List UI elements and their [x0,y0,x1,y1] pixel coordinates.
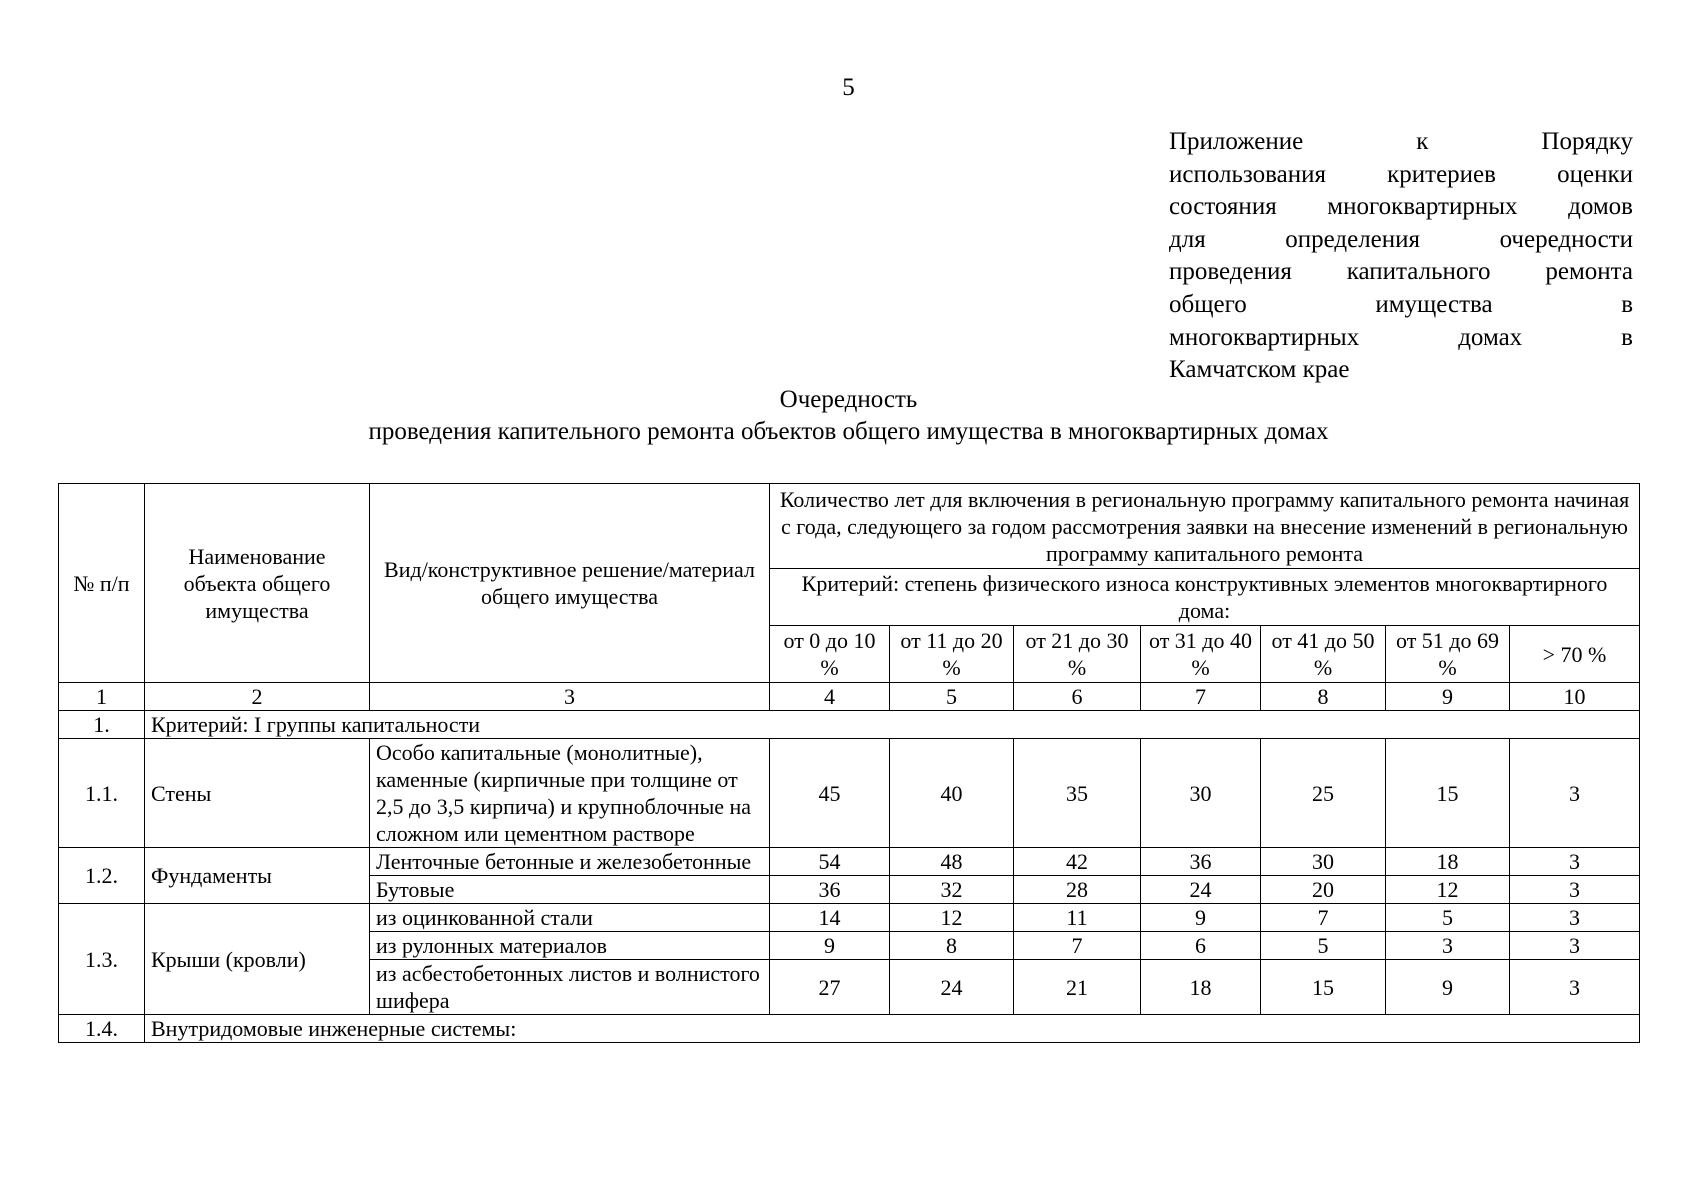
appendix-line: общего имущества в [1169,290,1633,318]
row-number: 1.1. [59,739,145,848]
value-cell: 30 [1261,848,1386,876]
header-criterion: Критерий: степень физического износа конструктивных элементов многоквартирного дома: [770,569,1640,626]
appendix-line: многоквартирных домах в [1169,323,1633,351]
column-number: 4 [770,683,890,711]
column-number: 8 [1261,683,1386,711]
value-cell: 9 [1386,960,1510,1015]
value-cell: 20 [1261,876,1386,904]
value-cell: 42 [1014,848,1141,876]
object-type: Ленточные бетонные и железобетонные [370,848,770,876]
value-cell: 3 [1510,876,1640,904]
header-type: Вид/конструктивное решение/материал общего имущества [370,484,770,683]
appendix-line: Приложение к Порядку [1169,128,1633,155]
appendix-line: проведения капитального ремонта [1169,258,1633,286]
object-type: из асбестобетонных листов и волнистого шифера [370,960,770,1015]
table-row-engineering [59,1015,1640,1043]
value-cell: 5 [1386,904,1510,932]
value-cell: 24 [1141,876,1261,904]
value-cell: 48 [890,848,1014,876]
column-number: 3 [370,683,770,711]
document-title [0,384,1697,448]
table-row-walls [59,739,1640,848]
row-number: 1. [59,711,145,739]
value-cell: 5 [1261,932,1386,960]
object-type: Бутовые [370,876,770,904]
object-name: Фундаменты [145,848,370,904]
appendix-line: использования критериев оценки [1169,160,1633,188]
appendix-line: состояния многоквартирных домов [1169,193,1633,221]
appendix-note [1169,126,1633,387]
table-row-foundations [59,848,1640,876]
header-object-name: Наименование объекта общего имущества [145,484,370,683]
value-cell: 27 [770,960,890,1015]
row-number: 1.4. [59,1015,145,1043]
title-line-1: Очередность [779,386,918,413]
value-cell: 9 [770,932,890,960]
appendix-line: Камчатском крае [1169,356,1350,384]
object-type: из рулонных материалов [370,932,770,960]
value-cell: 3 [1510,960,1640,1015]
value-cell: 35 [1014,739,1141,848]
header-pct: от 11 до 20 % [890,626,1014,683]
value-cell: 11 [1014,904,1141,932]
value-cell: 36 [770,876,890,904]
header-num: № п/п [59,484,145,683]
object-type: из оцинкованной стали [370,904,770,932]
row-number: 1.2. [59,848,145,904]
header-pct: от 51 до 69 % [1386,626,1510,683]
column-number: 9 [1386,683,1510,711]
header-years: Количество лет для включения в региональную программу капитального ремонта начиная с года, следующего за годом рассмотрения заявки на внесение изменений в региональную программу капитального ремонта [770,484,1640,569]
value-cell: 3 [1386,932,1510,960]
value-cell: 14 [770,904,890,932]
value-cell: 25 [1261,739,1386,848]
value-cell: 18 [1386,848,1510,876]
column-number: 10 [1510,683,1640,711]
column-number: 5 [890,683,1014,711]
value-cell: 3 [1510,848,1640,876]
row-number: 1.3. [59,904,145,1015]
column-number: 7 [1141,683,1261,711]
value-cell: 15 [1261,960,1386,1015]
value-cell: 8 [890,932,1014,960]
column-numbers-row [59,683,1640,711]
object-name: Стены [145,739,370,848]
value-cell: 40 [890,739,1014,848]
header-pct: > 70 % [1510,626,1640,683]
page-number: 5 [842,74,855,101]
value-cell: 15 [1386,739,1510,848]
value-cell: 45 [770,739,890,848]
value-cell: 3 [1510,932,1640,960]
header-pct: от 31 до 40 % [1141,626,1261,683]
value-cell: 12 [1386,876,1510,904]
group-row [59,711,1640,739]
title-line-2: проведения капительного ремонта объектов общего имущества в многоквартирных домах [368,418,1329,445]
value-cell: 54 [770,848,890,876]
group-label: Критерий: I группы капитальности [145,711,1640,739]
value-cell: 9 [1141,904,1261,932]
appendix-line: для определения очередности [1169,225,1633,253]
group-label: Внутридомовые инженерные системы: [145,1015,1640,1043]
column-number: 1 [59,683,145,711]
column-number: 2 [145,683,370,711]
table-row-roofs [59,904,1640,932]
value-cell: 7 [1014,932,1141,960]
value-cell: 28 [1014,876,1141,904]
header-pct: от 0 до 10 % [770,626,890,683]
value-cell: 18 [1141,960,1261,1015]
value-cell: 32 [890,876,1014,904]
value-cell: 30 [1141,739,1261,848]
object-type: Особо капитальные (монолитные), каменные (кирпичные при толщине от 2,5 до 3,5 кирпича) и крупноблочные на сложном или цементном растворе [370,739,770,848]
column-number: 6 [1014,683,1141,711]
value-cell: 3 [1510,739,1640,848]
object-name: Крыши (кровли) [145,904,370,1015]
value-cell: 36 [1141,848,1261,876]
value-cell: 24 [890,960,1014,1015]
header-pct: от 21 до 30 % [1014,626,1141,683]
value-cell: 7 [1261,904,1386,932]
value-cell: 21 [1014,960,1141,1015]
value-cell: 6 [1141,932,1261,960]
value-cell: 12 [890,904,1014,932]
priority-table [58,483,1640,1043]
header-pct: от 41 до 50 % [1261,626,1386,683]
value-cell: 3 [1510,904,1640,932]
